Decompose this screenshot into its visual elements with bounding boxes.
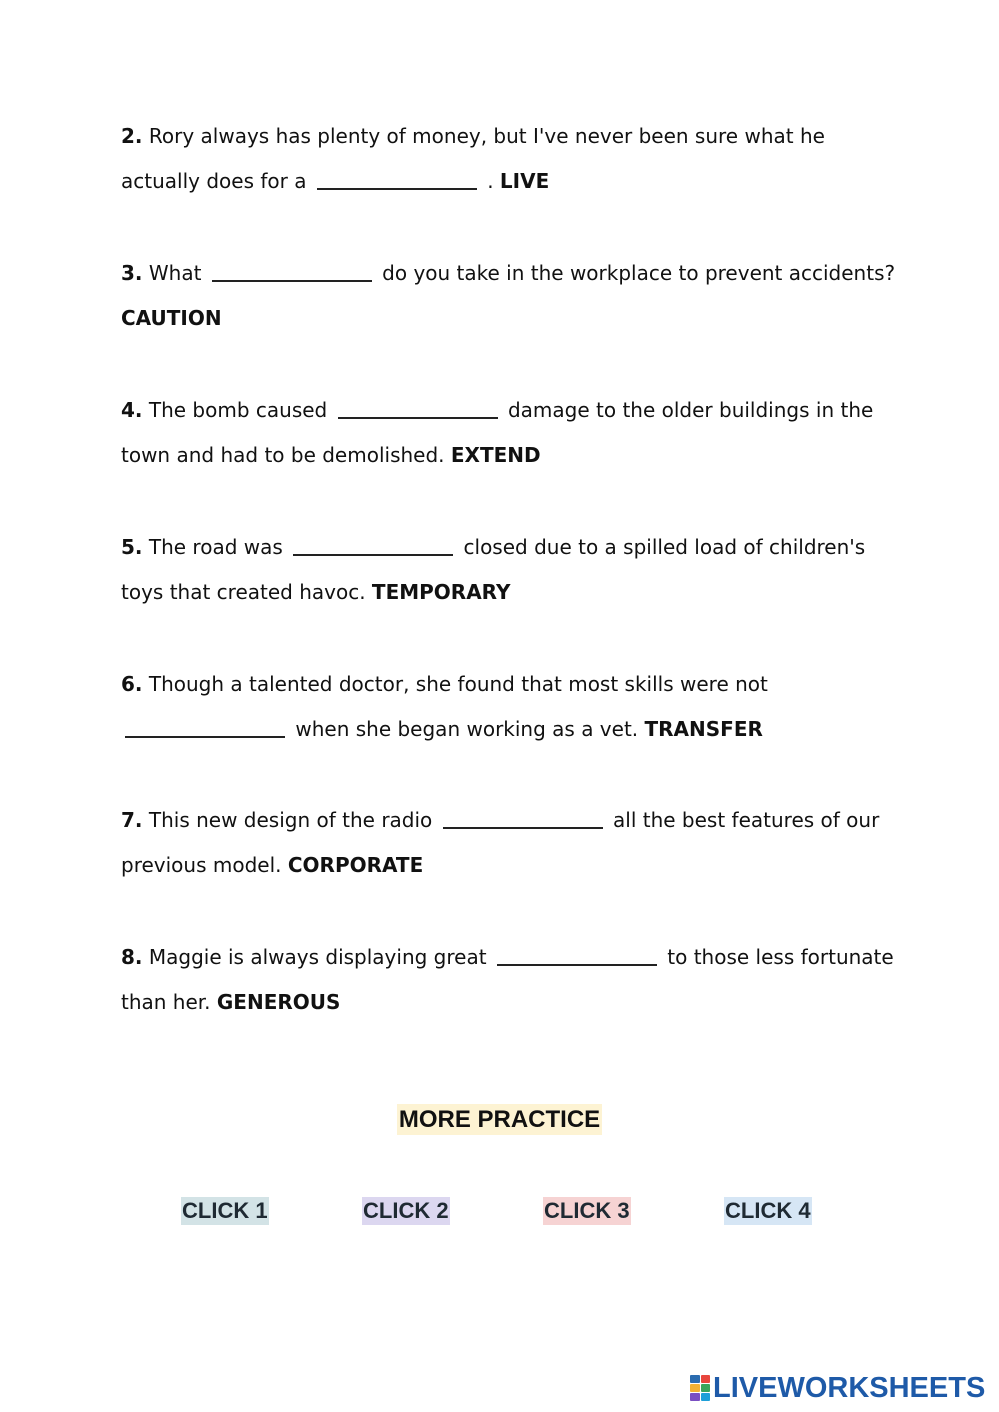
question-text-after: damage to the older buildings in the town and had to be demolished. — [121, 398, 874, 467]
keyword: TEMPORARY — [371, 580, 511, 604]
question-4 — [121, 388, 901, 478]
question-text-after: to those less fortunate than her. — [121, 945, 894, 1014]
keyword: LIVE — [499, 169, 550, 193]
answer-blank[interactable] — [293, 534, 453, 556]
liveworksheets-logo-icon — [690, 1375, 710, 1401]
question-number: 4. — [121, 398, 143, 422]
answer-blank[interactable] — [497, 944, 657, 966]
question-8 — [121, 935, 901, 1025]
question-text-before: What — [148, 261, 202, 285]
answer-blank[interactable] — [125, 716, 285, 738]
question-text-before: Maggie is always displaying great — [148, 945, 487, 969]
keyword: CORPORATE — [287, 853, 424, 877]
question-text-before: Rory always has plenty of money, but I've never been sure what he actually does for a — [121, 124, 825, 193]
question-text-after: all the best features of our previous model. — [121, 808, 880, 877]
question-text-after: closed due to a spilled load of children's toys that created havoc. — [121, 535, 866, 604]
more-practice-heading — [0, 1106, 999, 1134]
click-1-link[interactable]: CLICK 1 — [182, 1198, 268, 1223]
question-text-before: This new design of the radio — [148, 808, 433, 832]
question-text-after: . — [487, 169, 494, 193]
question-number: 8. — [121, 945, 143, 969]
question-text-before: The road was — [148, 535, 283, 559]
click-4-link[interactable]: CLICK 4 — [725, 1198, 811, 1223]
liveworksheets-brand: LIVEWORKSHEETS — [713, 1371, 986, 1404]
more-practice-title: MORE PRACTICE — [398, 1106, 601, 1133]
keyword: TRANSFER — [644, 717, 763, 741]
liveworksheets-logo — [690, 1370, 990, 1406]
question-number: 2. — [121, 124, 143, 148]
answer-blank[interactable] — [443, 807, 603, 829]
question-number: 6. — [121, 672, 143, 696]
question-text-after: when she began working as a vet. — [295, 717, 639, 741]
click-3-link[interactable]: CLICK 3 — [544, 1198, 630, 1223]
keyword: GENEROUS — [216, 990, 341, 1014]
click-2-link[interactable]: CLICK 2 — [363, 1198, 449, 1223]
question-text-before: The bomb caused — [148, 398, 328, 422]
answer-blank[interactable] — [338, 397, 498, 419]
question-text-before: Though a talented doctor, she found that most skills were not — [148, 672, 768, 696]
answer-blank[interactable] — [212, 260, 372, 282]
question-3 — [121, 251, 901, 341]
question-7 — [121, 798, 901, 888]
question-2 — [121, 114, 901, 204]
keyword: EXTEND — [450, 443, 541, 467]
keyword: CAUTION — [121, 306, 222, 330]
question-number: 7. — [121, 808, 143, 832]
question-5 — [121, 525, 901, 615]
answer-blank[interactable] — [317, 168, 477, 190]
question-number: 5. — [121, 535, 143, 559]
question-6 — [121, 662, 901, 752]
question-text-after: do you take in the workplace to prevent accidents? — [382, 261, 896, 285]
question-number: 3. — [121, 261, 143, 285]
